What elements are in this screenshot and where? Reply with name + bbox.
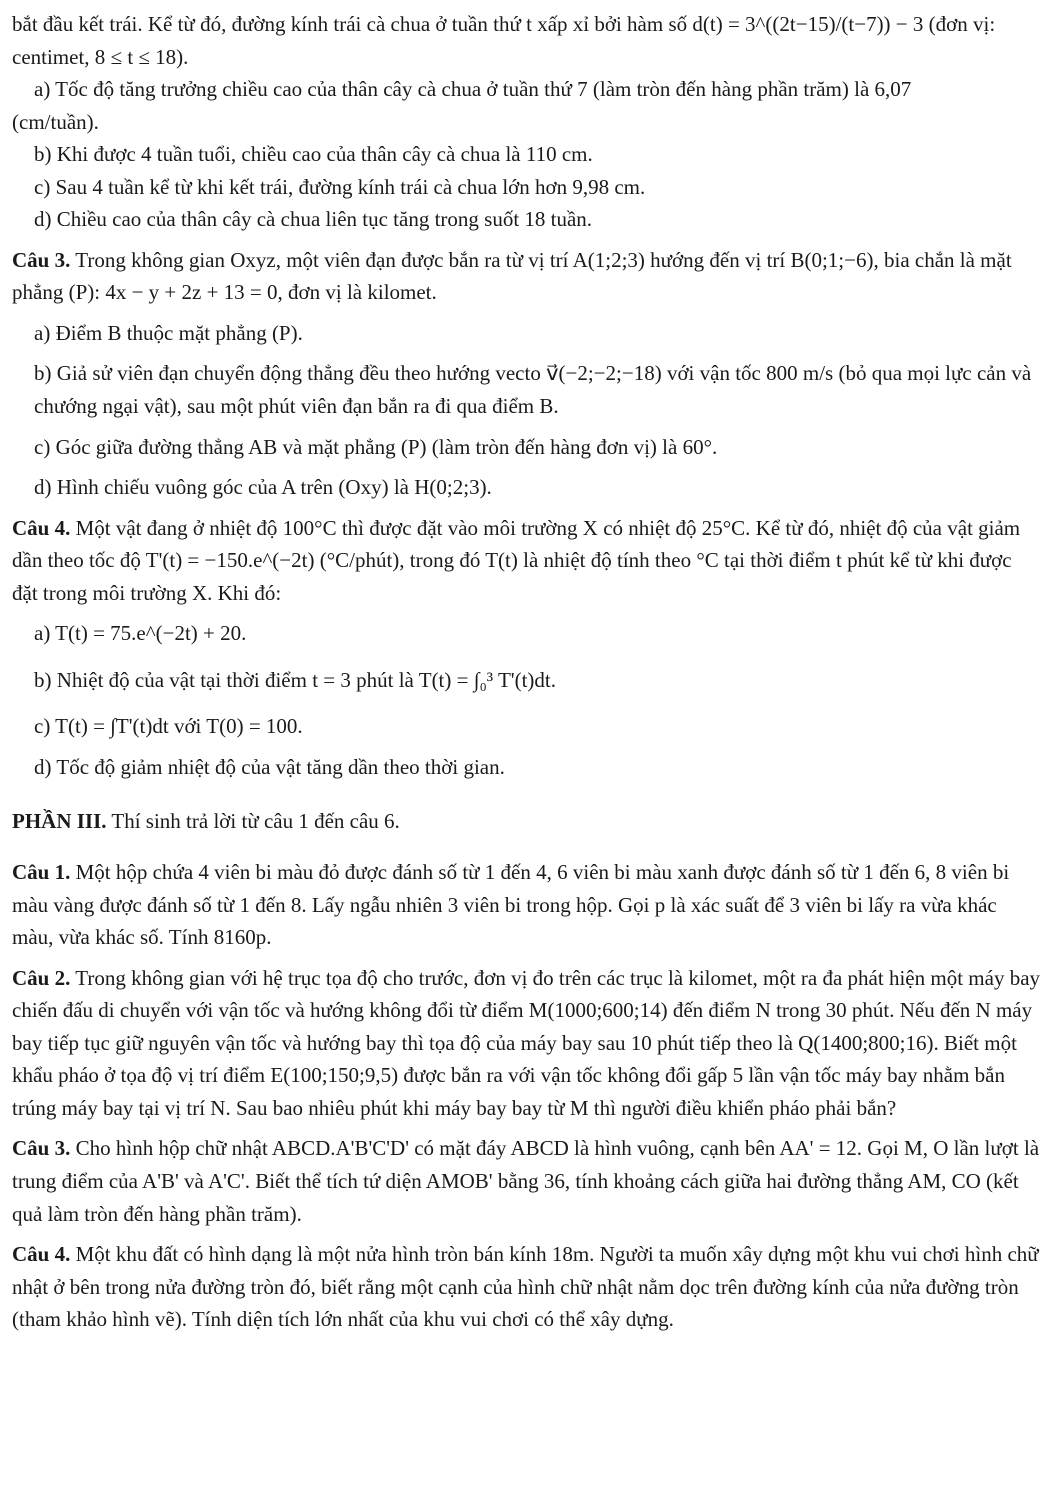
intro-line-2: centimet, 8 ≤ t ≤ 18). bbox=[12, 44, 189, 69]
question-text: Một khu đất có hình dạng là một nửa hình tròn bán kính 18m. Người ta muốn xây dựng một khu vui chơi hình chữ nhật ở bên trong nửa đường tròn đó, biết rằng một cạnh của hình chữ nhật nằm dọc trên đường kính của nửa đường tròn (tham khảo hình vẽ). Tính diện tích lớn nhất của khu vui chơi có thể xây dựng. bbox=[12, 1242, 1039, 1332]
section-text: Thí sinh trả lời từ câu 1 đến câu 6. bbox=[111, 809, 400, 834]
section-label: PHẦN III. bbox=[12, 809, 107, 834]
question-text: Một hộp chứa 4 viên bi màu đỏ được đánh số từ 1 đến 4, 6 viên bi màu xanh được đánh số từ 1 đến 6, 8 viên bi màu vàng được đánh số từ 1 đến 8. Lấy ngẫu nhiên 3 viên bi trong hộp. Gọi p là xác suất để 3 viên bi lấy ra vừa khác màu, vừa khác số. Tính 8160p. bbox=[12, 860, 1010, 950]
option-d: d) Hình chiếu vuông góc của A trên (Oxy) là H(0;2;3). bbox=[34, 475, 492, 500]
question-label: Câu 4. bbox=[12, 1242, 71, 1267]
question-label: Câu 1. bbox=[12, 860, 71, 885]
question-label: Câu 3. bbox=[12, 1136, 71, 1161]
question-text: Trong không gian Oxyz, một viên đạn được bắn ra từ vị trí A(1;2;3) hướng đến vị trí B(0;1;−6), bia chắn là mặt phẳng (P): 4x − y + 2z + 13 = 0, đơn vị là kilomet. bbox=[12, 247, 1012, 305]
option-a: a) T(t) = 75.e^(−2t) + 20. bbox=[34, 621, 247, 646]
part3-question-3 bbox=[12, 1132, 1042, 1230]
question-text: Một vật đang ở nhiệt độ 100°C thì được đặt vào môi trường X có nhiệt độ 25°C. Kể từ đó, nhiệt độ của vật giảm dần theo tốc độ T'(t) = −150.e^(−2t) (°C/phút), trong đó T(t) là nhiệt độ tính theo °C tại thời điểm t phút kể từ khi được đặt trong môi trường X. Khi đó: bbox=[12, 515, 1021, 605]
option-a: a) Tốc độ tăng trưởng chiều cao của thân cây cà chua ở tuần thứ 7 (làm tròn đến hàng phần trăm) là 6,07 bbox=[34, 77, 912, 102]
section-heading bbox=[12, 805, 1042, 838]
option-d: d) Tốc độ giảm nhiệt độ của vật tăng dần theo thời gian. bbox=[34, 754, 505, 779]
question-3 bbox=[12, 244, 1042, 309]
option-c: c) Sau 4 tuần kể từ khi kết trái, đường kính trái cà chua lớn hơn 9,98 cm. bbox=[34, 174, 646, 199]
option-c: c) T(t) = ∫T'(t)dt với T(0) = 100. bbox=[34, 714, 303, 739]
part3-question-1 bbox=[12, 856, 1042, 954]
intro-line-1: bắt đầu kết trái. Kể từ đó, đường kính trái cà chua ở tuần thứ t xấp xỉ bởi hàm số d(t) = 3^((2t−15)/(t−7)) − 3 (đơn vị: bbox=[12, 12, 996, 36]
option-b: b) Giả sử viên đạn chuyển động thẳng đều theo hướng vecto v⃗(−2;−2;−18) với vận tốc 800 m/s (bỏ qua mọi lực cản và chướng ngại vật), sau một phút viên đạn bắn ra đi qua điểm B. bbox=[34, 361, 1032, 419]
option-a: a) Điểm B thuộc mặt phẳng (P). bbox=[34, 320, 303, 345]
question-label: Câu 4. bbox=[12, 515, 71, 540]
option-b: b) Khi được 4 tuần tuổi, chiều cao của thân cây cà chua là 110 cm. bbox=[34, 142, 593, 167]
option-b: b) Nhiệt độ của vật tại thời điểm t = 3 phút là T(t) = ∫₀³ T'(t)dt. bbox=[34, 667, 556, 692]
question-label: Câu 2. bbox=[12, 965, 71, 990]
option-c: c) Góc giữa đường thẳng AB và mặt phẳng (P) (làm tròn đến hàng đơn vị) là 60°. bbox=[34, 434, 718, 459]
part3-question-4 bbox=[12, 1238, 1042, 1336]
question-label: Câu 3. bbox=[12, 247, 71, 272]
question-text: Trong không gian với hệ trục tọa độ cho trước, đơn vị đo trên các trục là kilomet, một ra đa phát hiện một máy bay chiến đấu di chuyển với vận tốc và hướng không đổi từ điểm M(1000;600;14) đến điểm N trong 30 phút. Nếu đến N máy bay tiếp tục giữ nguyên vận tốc và hướng bay thì tọa độ của máy bay sau 10 phút tiếp theo là Q(1400;800;16). Biết một khẩu pháo ở tọa độ vị trí điểm E(100;150;9,5) được bắn ra với vận tốc không đổi gấp 5 lần vận tốc máy bay nhằm bắn trúng máy bay tại vị trí N. Sau bao nhiêu phút khi máy bay bay từ M thì người điều khiển pháo phải bắn? bbox=[12, 965, 1041, 1120]
option-d: d) Chiều cao của thân cây cà chua liên tục tăng trong suốt 18 tuần. bbox=[34, 207, 593, 232]
question-text: Cho hình hộp chữ nhật ABCD.A'B'C'D' có mặt đáy ABCD là hình vuông, cạnh bên AA' = 12. Gọi M, O lần lượt là trung điểm của A'B' và A'C'. Biết thể tích tứ diện AMOB' bằng 36, tính khoảng cách giữa hai đường thẳng AM, CO (kết quả làm tròn đến hàng phần trăm). bbox=[12, 1136, 1040, 1226]
part3-question-2 bbox=[12, 962, 1042, 1125]
question-4 bbox=[12, 512, 1042, 610]
option-a-cont: (cm/tuần). bbox=[12, 109, 99, 134]
